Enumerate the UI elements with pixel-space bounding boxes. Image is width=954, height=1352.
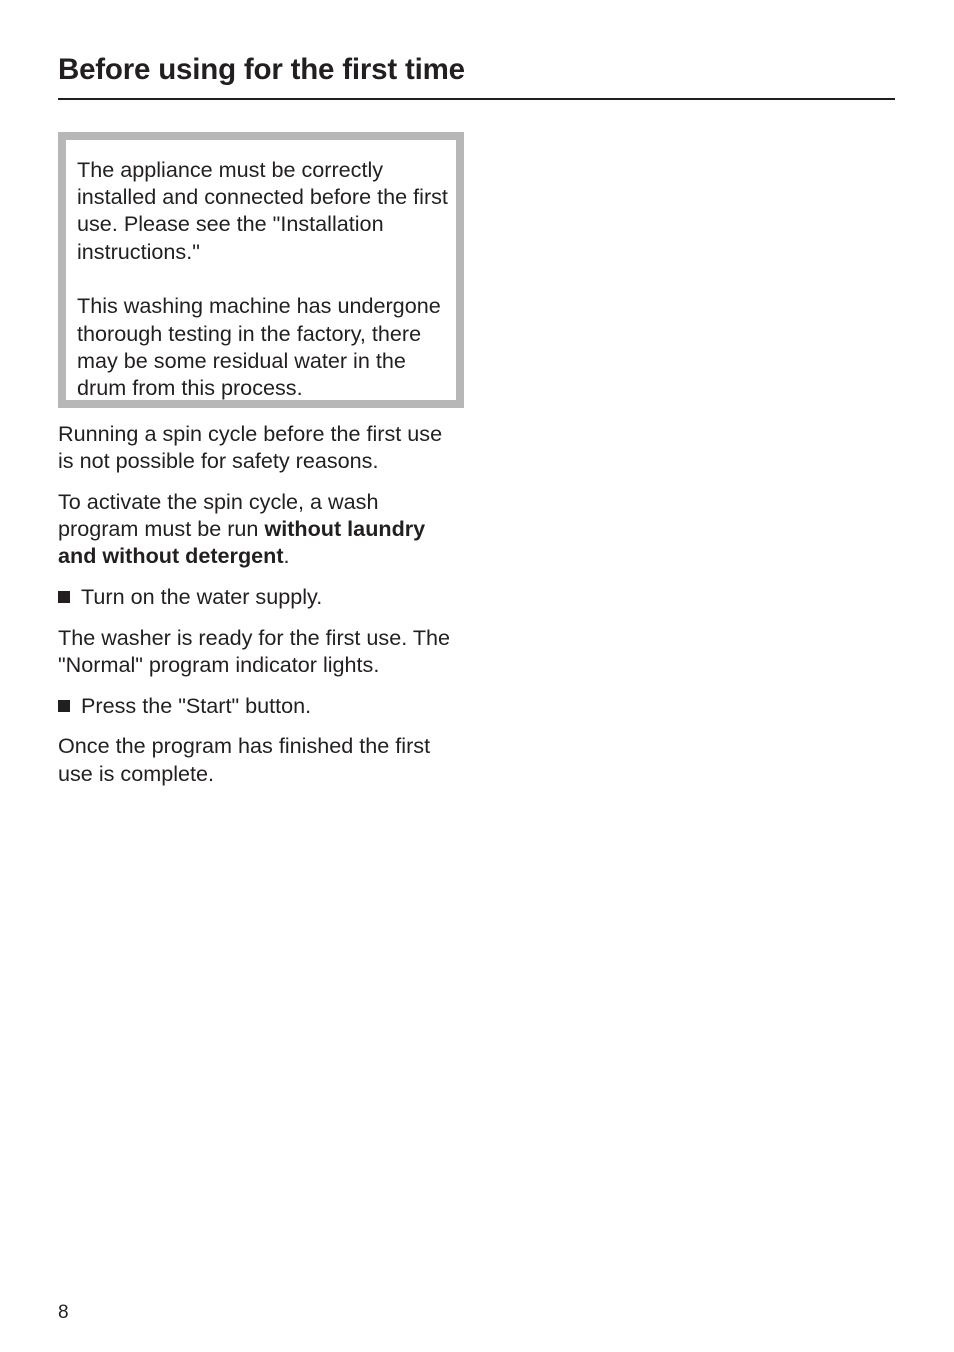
square-bullet-icon: [58, 591, 70, 603]
notice-paragraph-installation: The appliance must be correctly installed and connected before the first use. Please see the "Installation instructions.": [77, 157, 448, 264]
ready-note: The washer is ready for the first use. The "Normal" program indicator lights.: [58, 624, 451, 677]
page-number: 8: [58, 1302, 69, 1323]
spin-cycle-note: Running a spin cycle before the first use is not possible for safety reasons.: [58, 421, 443, 474]
activate-text: To activate the spin cycle, a wash program must be run: [58, 488, 379, 542]
activate-emphasis: without laundry and without detergent: [58, 516, 426, 569]
activate-period: .: [283, 543, 290, 569]
notice-paragraph-residual-water: This washing machine has undergone thorough testing in the factory, there may be some residual water in the drum from this process.: [77, 293, 441, 400]
step-text: Press the "Start" button.: [81, 692, 312, 718]
instructions-column: [58, 420, 458, 800]
heading-divider: [58, 98, 895, 100]
notice-box: [58, 132, 464, 408]
completion-note: Once the program has finished the first use is complete.: [58, 733, 431, 786]
step-press-start: [58, 692, 458, 719]
activate-spin-instruction: [58, 488, 458, 570]
square-bullet-icon: [58, 700, 70, 712]
step-text: Turn on the water supply.: [81, 584, 323, 610]
page-heading: Before using for the first time: [58, 53, 465, 86]
step-turn-on-water: [58, 583, 458, 610]
